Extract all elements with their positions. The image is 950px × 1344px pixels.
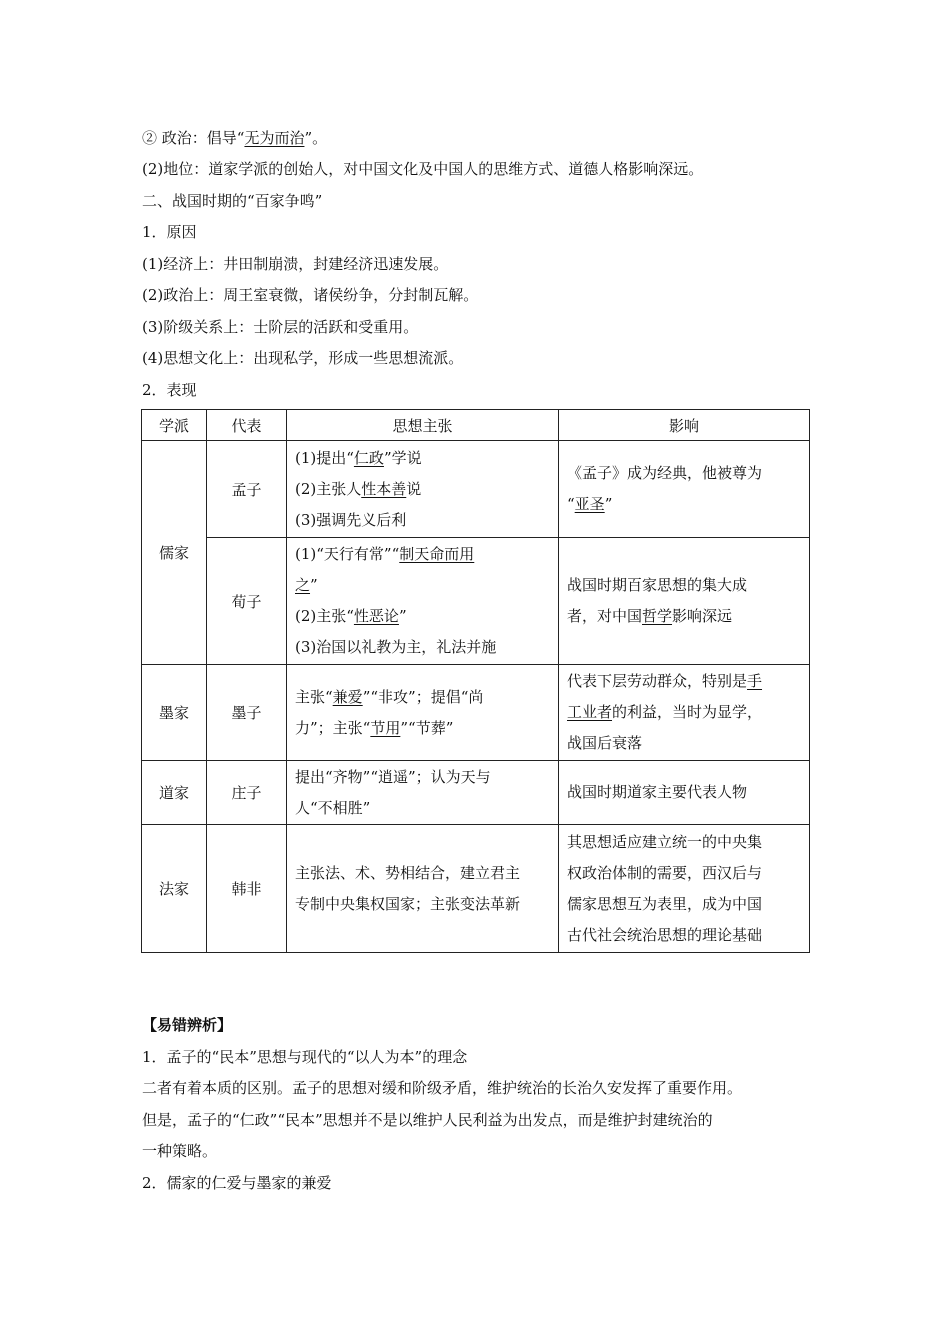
influence-cell: 其思想适应建立统一的中央集 权政治体制的需要，西汉后与 儒家思想互为表里，成为中国 古代社会统治思想的理论基础: [559, 825, 810, 953]
status-line: (2)地位：道家学派的创始人，对中国文化及中国人的思维方式、道德人格影响深远。: [142, 160, 704, 178]
school-cell: 道家: [142, 761, 207, 825]
table-row: [142, 825, 810, 953]
reason-item: (2)政治上：周王室衰微，诸侯纷争，分封制瓦解。: [142, 286, 479, 304]
ideas-cell: (1)提出“仁政”学说 (2)主张人性本善说 (3)强调先义后利: [287, 441, 559, 538]
errors-title: 【易错辨析】: [142, 1016, 233, 1034]
header-ideas: 思想主张: [287, 410, 559, 441]
school-cell: 墨家: [142, 665, 207, 761]
paragraph-line: 二者有着本质的区别。孟子的思想对缓和阶级矛盾，维护统治的长治久安发挥了重要作用。: [142, 1079, 743, 1097]
table-row: [142, 761, 810, 825]
ideas-cell: (1)“天行有常”“制天命而用 之” (2)主张“性恶论” (3)治国以礼教为主，礼法并施: [287, 538, 559, 665]
rep-cell: 孟子: [207, 441, 287, 538]
header-school: 学派: [142, 410, 207, 441]
influence-cell: 《孟子》成为经典，他被尊为 “亚圣”: [559, 441, 810, 538]
school-cell: 法家: [142, 825, 207, 953]
error-item-title: 1．孟子的“民本”思想与现代的“以人为本”的理念: [142, 1048, 468, 1066]
table-row: [142, 538, 810, 665]
reason-item: (3)阶级关系上：士阶层的活跃和受重用。: [142, 318, 419, 336]
politics-line: ② 政治：倡导“无为而治”。: [142, 129, 328, 147]
rep-cell: 庄子: [207, 761, 287, 825]
paragraph-line: 一种策略。: [142, 1142, 218, 1160]
ideas-cell: 主张法、术、势相结合，建立君主 专制中央集权国家；主张变法革新: [287, 825, 559, 953]
school-cell: 儒家: [142, 441, 207, 665]
header-influence: 影响: [559, 410, 810, 441]
reasons-title: 1．原因: [142, 223, 197, 241]
table-row: [142, 441, 810, 538]
rep-cell: 荀子: [207, 538, 287, 665]
influence-cell: 代表下层劳动群众，特别是手 工业者的利益，当时为显学， 战国后衰落: [559, 665, 810, 761]
influence-cell: 战国时期道家主要代表人物: [559, 761, 810, 825]
section-title: 二、战国时期的“百家争鸣”: [142, 192, 323, 210]
forms-title: 2．表现: [142, 381, 197, 399]
reason-item: (1)经济上：井田制崩溃，封建经济迅速发展。: [142, 255, 449, 273]
paragraph-line: 但是，孟子的“仁政”“民本”思想并不是以维护人民利益为出发点，而是维护封建统治的: [142, 1111, 713, 1129]
influence-cell: 战国时期百家思想的集大成 者，对中国哲学影响深远: [559, 538, 810, 665]
rep-cell: 墨子: [207, 665, 287, 761]
table-header-row: [142, 410, 810, 441]
schools-table: [141, 409, 810, 953]
rep-cell: 韩非: [207, 825, 287, 953]
reason-item: (4)思想文化上：出现私学，形成一些思想流派。: [142, 349, 464, 367]
ideas-cell: 提出“齐物”“逍遥”；认为天与 人“不相胜”: [287, 761, 559, 825]
error-item-title: 2．儒家的仁爱与墨家的兼爱: [142, 1174, 332, 1192]
table-row: [142, 665, 810, 761]
underlined-term: 无为而治: [244, 129, 305, 147]
ideas-cell: 主张“兼爱”“非攻”；提倡“尚 力”；主张“节用”“节葬”: [287, 665, 559, 761]
header-rep: 代表: [207, 410, 287, 441]
